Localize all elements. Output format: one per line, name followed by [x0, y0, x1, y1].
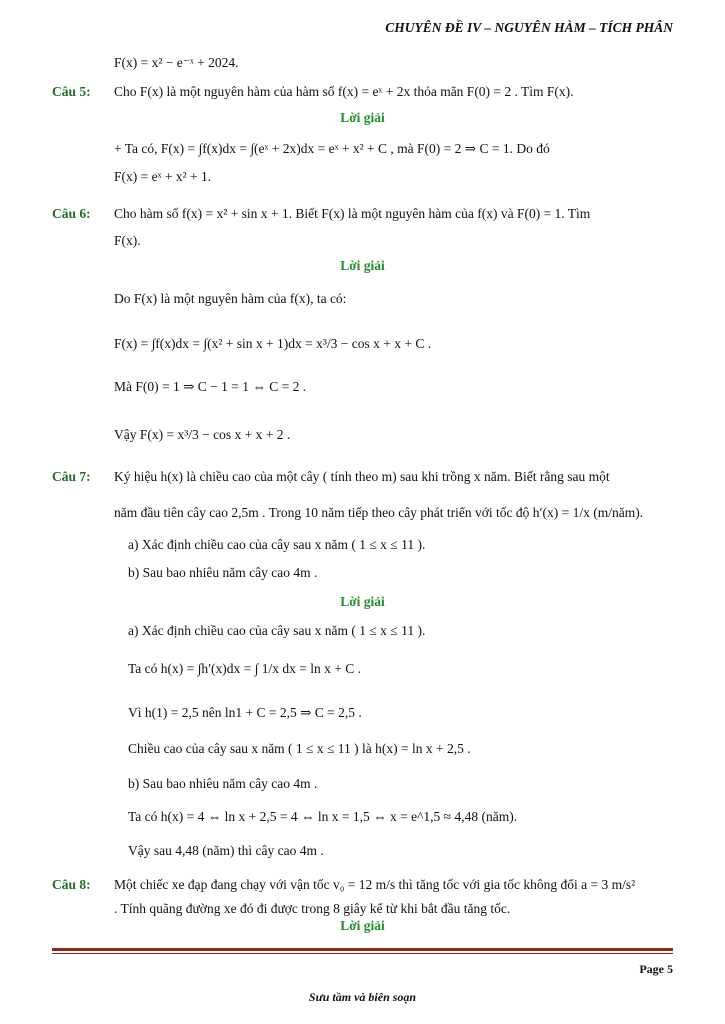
text-line: + Ta có, F(x) = ∫f(x)dx = ∫(eˣ + 2x)dx = eˣ + x² + C , mà F(0) = 2 ⇒ C = 1. Do đó — [114, 141, 550, 156]
text-line: a) Xác định chiều cao của cây sau x năm ( 1 ≤ x ≤ 11 ). — [128, 537, 426, 552]
solution-heading: Lời giải — [340, 918, 385, 933]
text-line: b) Sau bao nhiêu năm cây cao 4m . — [128, 776, 318, 791]
solution-heading: Lời giải — [340, 594, 385, 609]
solution-heading: Lời giải — [340, 110, 385, 125]
text-line: b) Sau bao nhiêu năm cây cao 4m . — [128, 565, 318, 580]
text-line: Vì h(1) = 2,5 nên ln1 + C = 2,5 ⇒ C = 2,5 . — [128, 705, 362, 720]
footer-divider — [52, 948, 673, 951]
question-label: Câu 8: — [52, 877, 91, 892]
question-label: Câu 7: — [52, 469, 91, 484]
text-line: Chiều cao của cây sau x năm ( 1 ≤ x ≤ 11 ) là h(x) = ln x + 2,5 . — [128, 741, 471, 756]
text-line: Mà F(0) = 1 ⇒ C − 1 = 1 ⇔ C = 2 . — [114, 379, 307, 394]
text-line: Cho F(x) là một nguyên hàm của hàm số f(x) = eˣ + 2x thỏa mãn F(0) = 2 . Tìm F(x). — [114, 84, 574, 99]
text-line: F(x) = ∫f(x)dx = ∫(x² + sin x + 1)dx = x³/3 − cos x + x + C . — [114, 336, 432, 351]
text-line: Do F(x) là một nguyên hàm của f(x), ta có: — [114, 291, 347, 306]
text-line: a) Xác định chiều cao của cây sau x năm ( 1 ≤ x ≤ 11 ). — [128, 623, 426, 638]
question-label: Câu 6: — [52, 206, 91, 221]
page-header-title: CHUYÊN ĐỀ IV – NGUYÊN HÀM – TÍCH PHÂN — [385, 20, 673, 35]
text-line: Một chiếc xe đạp đang chạy với vận tốc v₀ = 12 m/s thì tăng tốc với gia tốc không đổi a = 3 m/s² — [114, 877, 636, 892]
page-number: Page 5 — [639, 962, 673, 976]
text-line: F(x) = x² − e⁻ˣ + 2024. — [114, 55, 239, 70]
text-line: F(x). — [114, 233, 141, 248]
text-line: . Tính quãng đường xe đó đi được trong 8 giây kể từ khi bắt đầu tăng tốc. — [114, 901, 511, 916]
text-line: Vậy sau 4,48 (năm) thì cây cao 4m . — [128, 843, 324, 858]
footer-credit: Sưu tầm và biên soạn — [308, 990, 417, 1004]
text-line: F(x) = eˣ + x² + 1. — [114, 169, 212, 184]
text-line: Cho hàm số f(x) = x² + sin x + 1. Biết F(x) là một nguyên hàm của f(x) và F(0) = 1. Tìm — [114, 206, 591, 221]
text-line: năm đầu tiên cây cao 2,5m . Trong 10 năm tiếp theo cây phát triển với tốc độ h′(x) = 1/x (m/năm). — [114, 505, 644, 520]
solution-heading: Lời giải — [340, 258, 385, 273]
text-line: Ta có h(x) = ∫h′(x)dx = ∫ 1/x dx = ln x + C . — [128, 661, 361, 676]
text-line: Vậy F(x) = x³/3 − cos x + x + 2 . — [114, 427, 291, 442]
question-label: Câu 5: — [52, 84, 91, 99]
text-line: Ký hiệu h(x) là chiều cao của một cây ( tính theo m) sau khi trồng x năm. Biết rằng sau một — [114, 469, 610, 484]
text-line: Ta có h(x) = 4 ⇔ ln x + 2,5 = 4 ⇔ ln x = 1,5 ⇔ x = e^1,5 ≈ 4,48 (năm). — [128, 809, 518, 824]
footer-divider-thin — [52, 953, 673, 954]
